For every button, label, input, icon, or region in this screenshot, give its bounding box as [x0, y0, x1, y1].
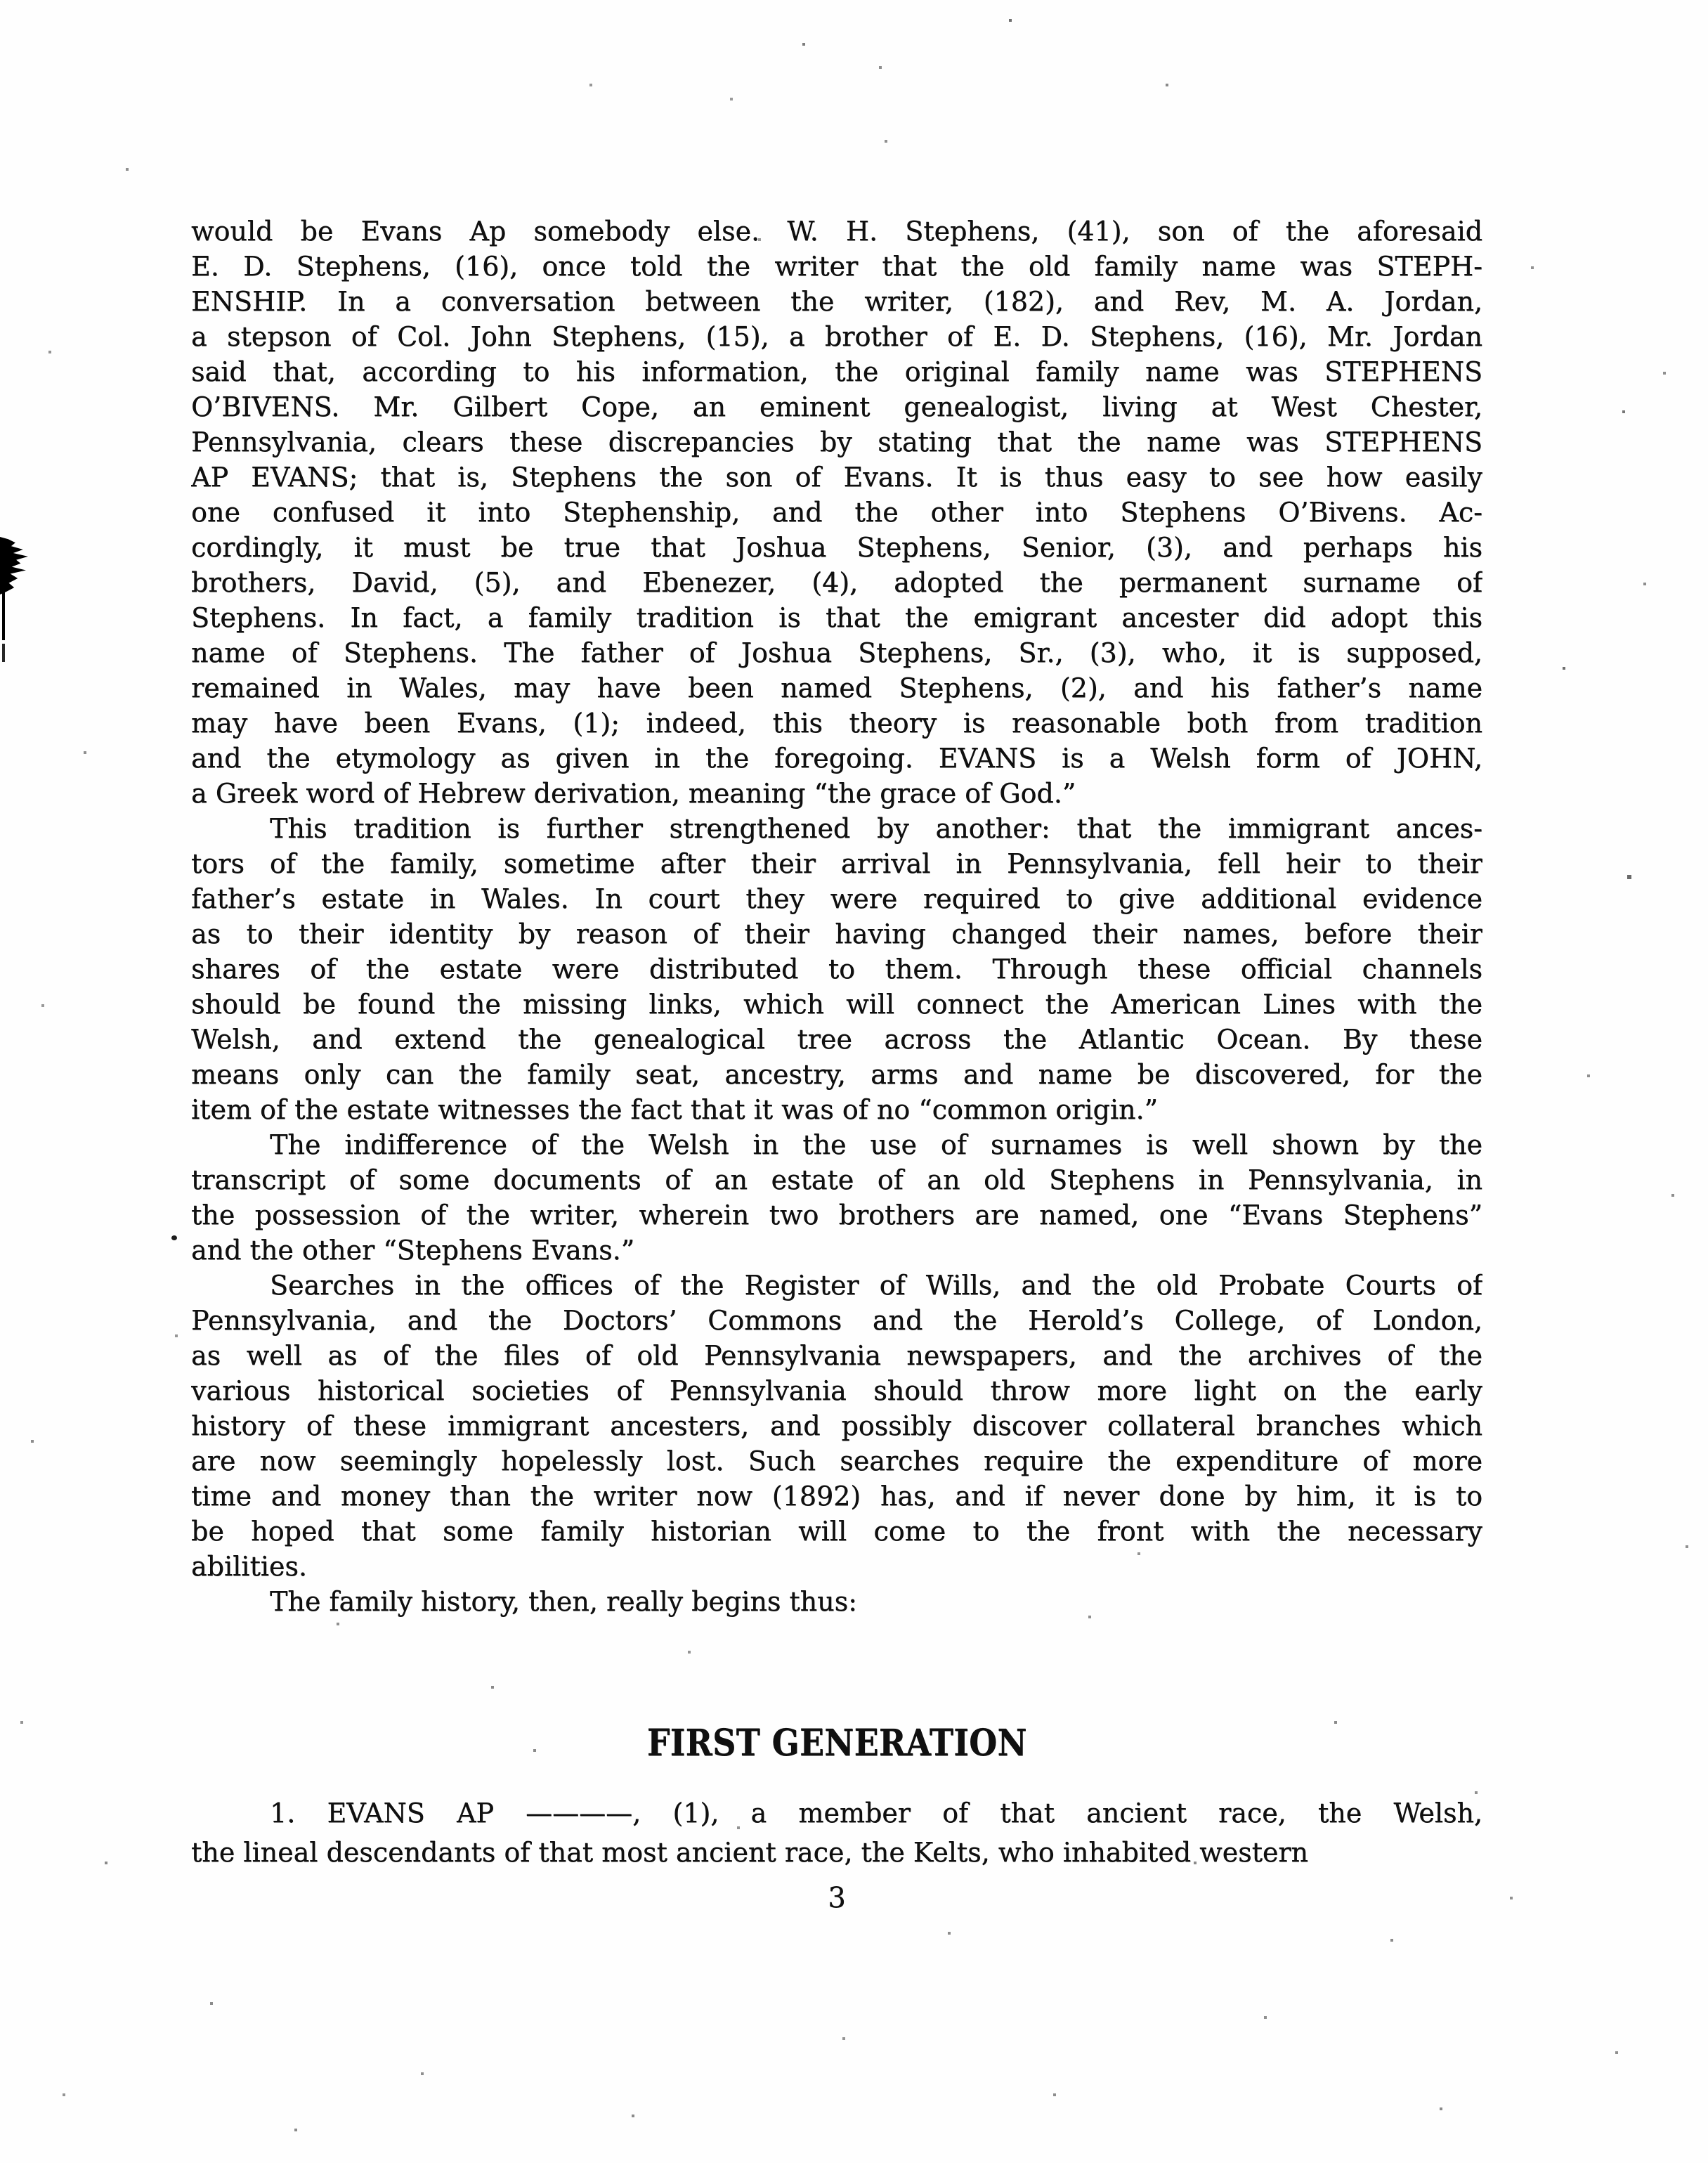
text-line: a Greek word of Hebrew derivation, meaning “the grace of God.”	[191, 778, 1076, 809]
text-line: The family history, then, really begins thus:	[270, 1586, 857, 1617]
section-heading-text: FIRST GENERATION	[646, 1722, 1027, 1765]
text-line: the possession of the writer, wherein two brothers are named, one “Evans Stephens”	[191, 1200, 1482, 1230]
text-line: and the etymology as given in the foregoing. EVANS is a Welsh form of JOHN,	[191, 743, 1482, 774]
paragraph	[191, 214, 1482, 811]
text-line: would be Evans Ap somebody else. W. H. Stephens, (41), son of the aforesaid	[191, 216, 1482, 247]
generation-text-block	[191, 1793, 1482, 1872]
text-line: abilities.	[191, 1551, 307, 1582]
text-line: Pennsylvania, and the Doctors’ Commons and the Herold’s College, of London,	[191, 1305, 1482, 1336]
scan-noise-speckles	[0, 0, 1, 1]
text-line: Stephens. In fact, a family tradition is that the emigrant ancester did adopt this	[191, 602, 1482, 633]
text-line: one confused it into Stephenship, and the other into Stephens O’Bivens. Ac-	[191, 497, 1482, 528]
text-line: means only can the family seat, ancestry, arms and name be discovered, for the	[191, 1059, 1482, 1090]
paragraph	[191, 811, 1482, 1127]
text-line: Welsh, and extend the genealogical tree across the Atlantic Ocean. By these	[191, 1024, 1482, 1055]
text-line: should be found the missing links, which will connect the American Lines with the	[191, 989, 1482, 1020]
text-line: and the other “Stephens Evans.”	[191, 1235, 635, 1266]
text-line: transcript of some documents of an estate of an old Stephens in Pennsylvania, in	[191, 1164, 1482, 1195]
paragraph	[191, 1584, 1482, 1619]
main-text-block	[191, 214, 1482, 1619]
ink-blot-artifact	[0, 537, 30, 595]
text-line: as to their identity by reason of their having changed their names, before their	[191, 918, 1482, 949]
text-line: history of these immigrant ancesters, and possibly discover collateral branches which	[191, 1410, 1482, 1441]
margin-dot-artifact	[171, 1235, 177, 1240]
paragraph	[191, 1127, 1482, 1268]
text-line: may have been Evans, (1); indeed, this theory is reasonable both from tradition	[191, 708, 1482, 739]
text-line: 1. EVANS AP ————, (1), a member of that ancient race, the Welsh,	[270, 1798, 1482, 1829]
text-line: the lineal descendants of that most ancient race, the Kelts, who inhabited western	[191, 1837, 1309, 1868]
text-line: shares of the estate were distributed to them. Through these official channels	[191, 954, 1482, 985]
paragraph	[191, 1268, 1482, 1584]
ink-streak-artifact	[2, 592, 5, 640]
text-line: ENSHIP. In a conversation between the writer, (182), and Rev, M. A. Jordan,	[191, 286, 1482, 317]
text-line: O’BIVENS. Mr. Gilbert Cope, an eminent genealogist, living at West Chester,	[191, 391, 1482, 422]
text-line: tors of the family, sometime after their arrival in Pennsylvania, fell heir to their	[191, 848, 1482, 879]
text-line: remained in Wales, may have been named Stephens, (2), and his father’s name	[191, 673, 1482, 703]
paragraph	[191, 1793, 1482, 1872]
text-line: said that, according to his information, the original family name was STEPHENS	[191, 356, 1482, 387]
text-line: brothers, David, (5), and Ebenezer, (4), adopted the permanent surname of	[191, 567, 1482, 598]
text-line: are now seemingly hopelessly lost. Such searches require the expenditure of more	[191, 1446, 1482, 1476]
text-line: time and money than the writer now (1892) has, and if never done by him, it is to	[191, 1481, 1482, 1512]
text-line: be hoped that some family historian will come to the front with the necessary	[191, 1516, 1482, 1547]
text-line: father’s estate in Wales. In court they were required to give additional evidence	[191, 883, 1482, 914]
text-line: as well as of the files of old Pennsylvania newspapers, and the archives of the	[191, 1340, 1482, 1371]
text-line: The indifference of the Welsh in the use of surnames is well shown by the	[270, 1129, 1482, 1160]
text-line: Pennsylvania, clears these discrepancies by stating that the name was STEPHENS	[191, 427, 1482, 457]
text-line: cordingly, it must be true that Joshua Stephens, Senior, (3), and perhaps his	[191, 532, 1482, 563]
text-line: name of Stephens. The father of Joshua Stephens, Sr., (3), who, it is supposed,	[191, 637, 1482, 668]
ink-streak-artifact	[2, 644, 5, 662]
text-line: This tradition is further strengthened by another: that the immigrant ances-	[270, 813, 1482, 844]
text-line: item of the estate witnesses the fact that it was of no “common origin.”	[191, 1094, 1158, 1125]
section-heading	[191, 1723, 1482, 1764]
text-line: Searches in the offices of the Register of Wills, and the old Probate Courts of	[270, 1270, 1482, 1301]
text-line: AP EVANS; that is, Stephens the son of Evans. It is thus easy to see how easily	[191, 462, 1482, 493]
text-line: a stepson of Col. John Stephens, (15), a brother of E. D. Stephens, (16), Mr. Jordan	[191, 321, 1482, 352]
page-number: 3	[828, 1882, 846, 1914]
text-line: E. D. Stephens, (16), once told the writer that the old family name was STEPH-	[191, 251, 1482, 282]
text-line: various historical societies of Pennsylvania should throw more light on the early	[191, 1375, 1482, 1406]
